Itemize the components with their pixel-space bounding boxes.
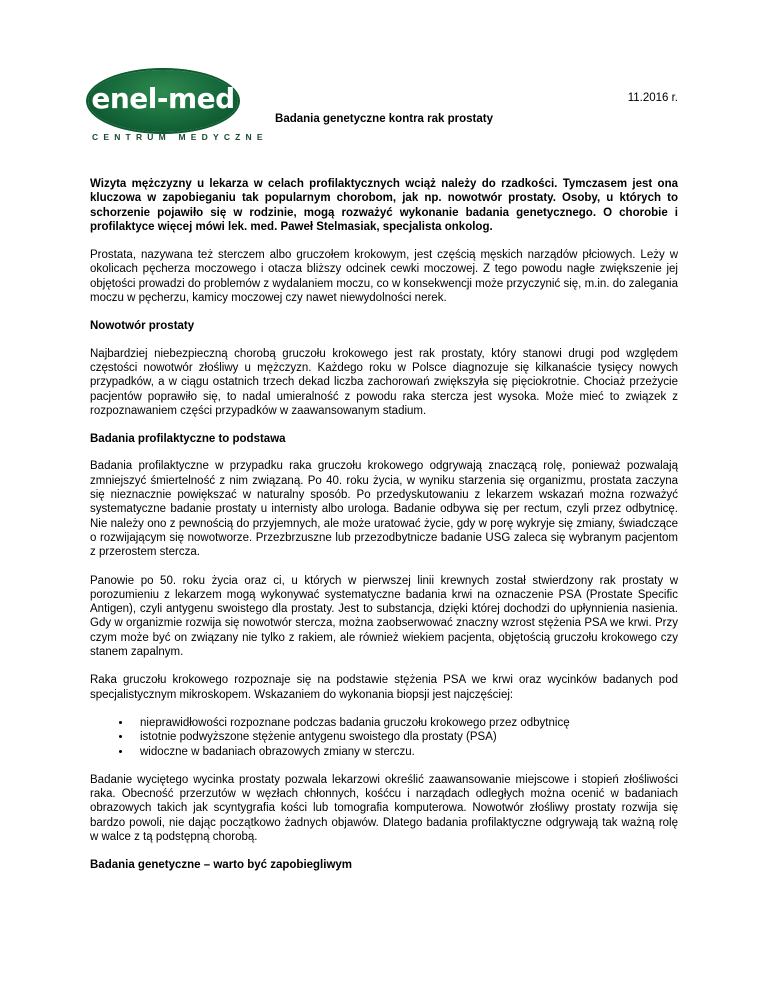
section-heading: Badania genetyczne – warto być zapobiegliwym	[90, 859, 353, 872]
list-item: • istotnie podwyższone stężenie antygenu swoistego dla prostaty (PSA)	[132, 730, 678, 744]
biopsy-indications-list	[90, 716, 678, 759]
section-paragraph: Raka gruczołu krokowego rozpoznaje się na podstawie stężenia PSA we krwi oraz wycinków badanych pod specjalistycznym mikroskopem. Wskazaniem do wykonania biopsji jest najczęściej:	[90, 674, 678, 701]
document-date: 11.2016 r.	[627, 92, 678, 104]
section-heading: Badania profilaktyczne to podstawa	[90, 433, 286, 446]
list-item: • nieprawidłowości rozpoznane podczas badania gruczołu krokowego przez odbytnicę	[132, 716, 678, 730]
section-heading: Nowotwór prostaty	[90, 320, 195, 333]
logo-subtitle: CENTRUM MEDYCZNE	[92, 132, 268, 142]
lead-paragraph: Wizyta mężczyzny u lekarza w celach profilaktycznych wciąż należy do rzadkości. Tymczasem jest ona kluczowa w zapobieganiu tak popularnym chorobom, jak np. nowotwór prostaty. Osoby, u których to schorzenie pojawiło się w rodzinie, mogą rozważyć wykonanie badania genetycznego. O chorobie i profilaktyce więcej mówi lek. med. Paweł Stelmasiak, specjalista onkolog.	[90, 178, 678, 233]
intro-paragraph: Prostata, nazywana też sterczem albo gruczołem krokowym, jest częścią męskich narządów płciowych. Leży w okolicach pęcherza moczowego i otacza bliższy odcinek cewki moczowej. Z tego powodu nagłe zwiększenie jej objętości prowadzi do problemów z wydalaniem moczu, co w konsekwencji może przyczynić się, m.in. do zalegania moczu w pęcherzu, kamicy moczowej czy nawet niewydolności nerek.	[90, 249, 678, 305]
section-paragraph: Najbardziej niebezpieczną chorobą gruczołu krokowego jest rak prostaty, który stanowi drugi pod względem częstości nowotwór złośliwy u mężczyzn. Każdego roku w Polsce diagnozuje się kilkanaście tysięcy nowych przypadków, a w ciągu ostatnich trzech dekad liczba zachorowań zwiększyła się pięciokrotnie. Chociaż przeżycie pacjentów poprawiło się, to nadal umieralność z powodu raka stercza jest wysoka. Może mieć to związek z rozpoznawaniem części przypadków w zaawansowanym stadium.	[90, 347, 678, 417]
section-paragraph: Panowie po 50. roku życia oraz ci, u których w pierwszej linii krewnych został stwierdzony rak prostaty w porozumieniu z lekarzem mogą wykonywać systematyczne badania krwi na oznaczenie PSA (Prostate Specific Antigen), czyli antygenu swoistego dla prostaty. Jest to substancja, dzięki której dochodzi do upłynnienia nasienia. Gdy w organizmie rozwija się nowotwór stercza, można zaobserwować znaczny wzrost stężenia PSA we krwi. Przy czym może być on związany nie tylko z rakiem, ale również wiekiem pacjenta, objętością gruczołu krokowego czy stanem zapalnym.	[90, 574, 678, 659]
section-paragraph: Badanie wyciętego wycinka prostaty pozwala lekarzowi określić zaawansowanie miejscowe i stopień złośliwości raka. Obecność przerzutów w węzłach chłonnych, kośćcu i narządach odległych można ocenić w badaniach obrazowych takich jak scyntygrafia kości lub tomografia komputerowa. Nowotwór złośliwy prostaty rozwija się bardzo powoli, nie dając początkowo żadnych objawów. Dlatego badania profilaktyczne odgrywają tak ważną rolę w walce z tą podstępną chorobą.	[90, 773, 678, 843]
list-item: • widoczne w badaniach obrazowych zmiany w sterczu.	[132, 745, 678, 759]
section-paragraph: Badania profilaktyczne w przypadku raka gruczołu krokowego odgrywają znaczącą rolę, ponieważ pozwalają zmniejszyć śmiertelność z nim związaną. Po 40. roku życia, w wyniku starzenia się organizmu, prostata zaczyna się nieznacznie powiększać w naturalny sposób. Po przedyskutowaniu z lekarzem wskazań można rozważyć systematyczne badanie prostaty u internisty albo urologa. Badanie odbywa się per rectum, czyli przez odbytnicę. Nie należy ono z pewnością do przyjemnych, ale może uratować życie, gdy w porę wykryje się zmiany, świadczące o rozwijającym się nowotworze. Przezbrzuszne lub przezodbytnicze badanie USG zaleca się wybranym pacjentom z przerostem stercza.	[90, 460, 678, 559]
article-body	[90, 177, 678, 886]
document-title: Badania genetyczne kontra rak prostaty	[275, 113, 493, 125]
logo-brand-text: enel-med	[91, 82, 235, 115]
